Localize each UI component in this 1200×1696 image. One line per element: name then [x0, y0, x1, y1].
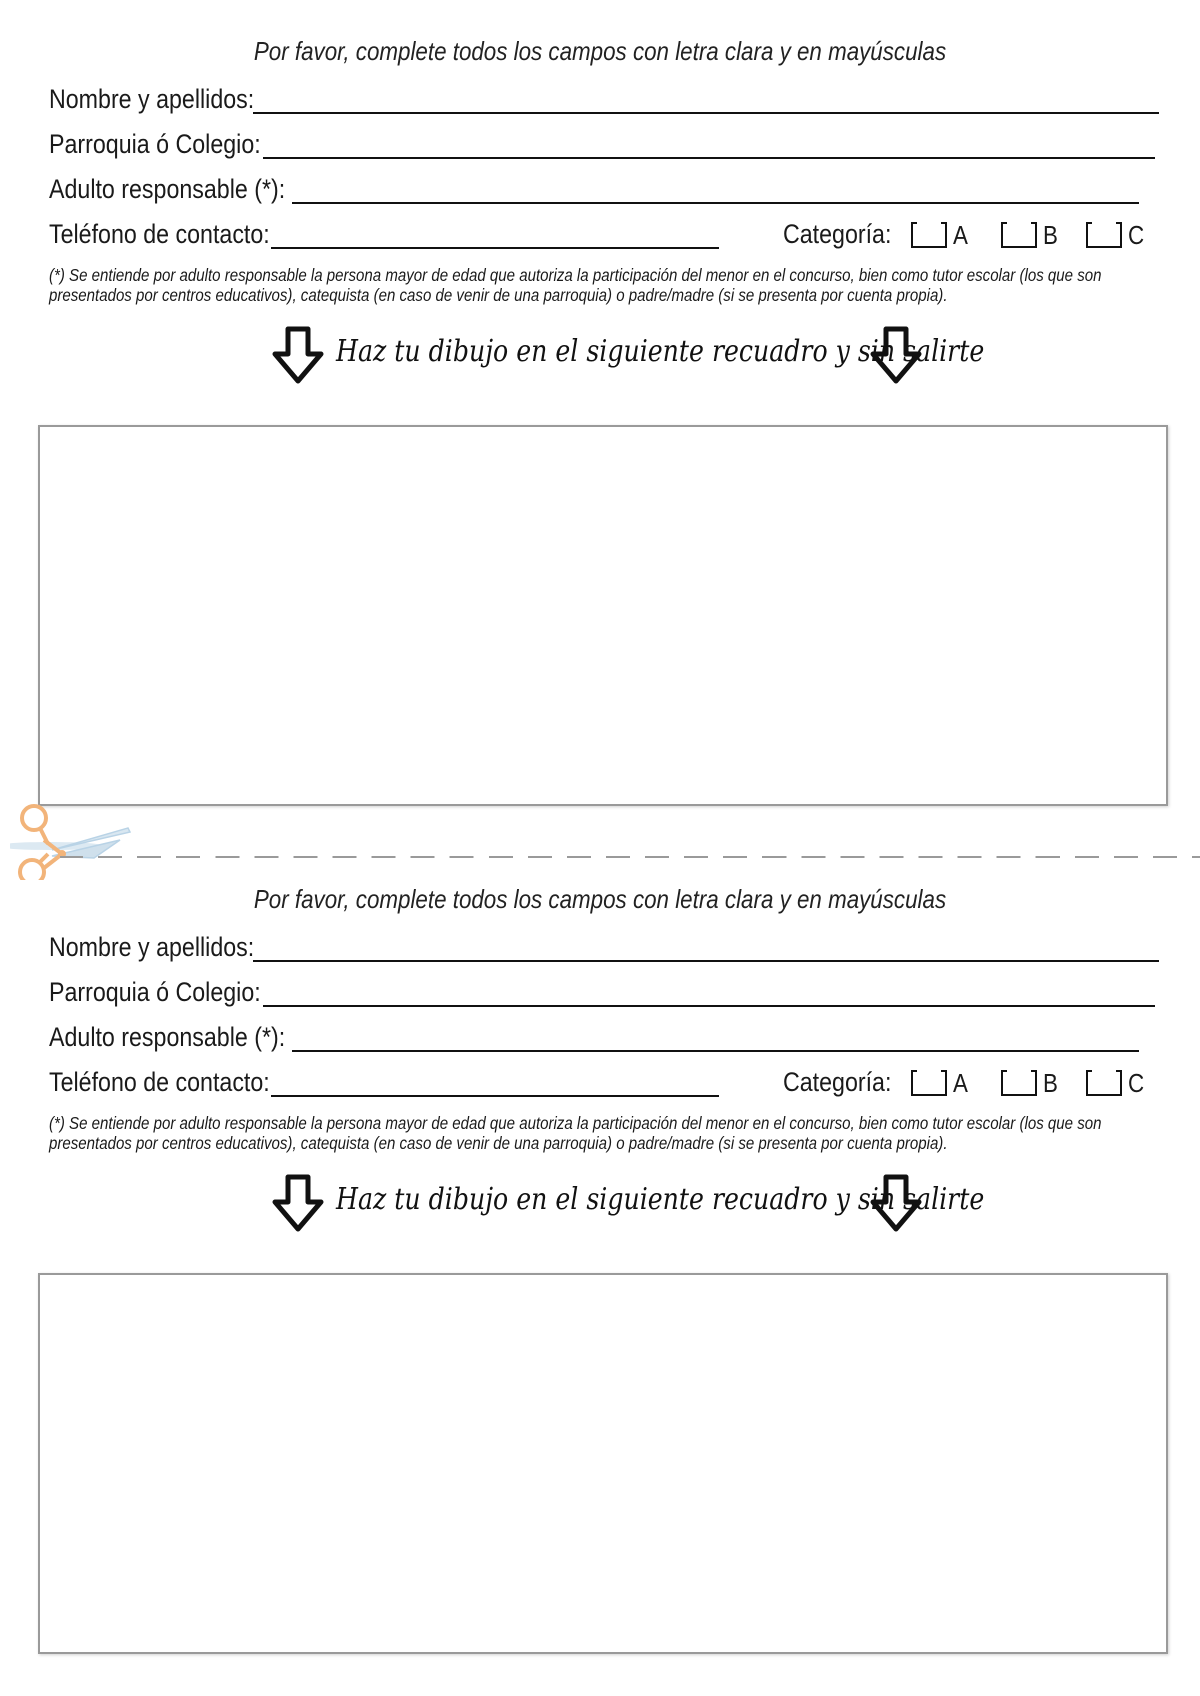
checkbox-bracket[interactable] [1086, 1070, 1122, 1096]
telefono-label: Teléfono de contacto: [49, 1067, 270, 1097]
telefono-write-line[interactable] [271, 247, 719, 249]
categoria-option-c[interactable] [1086, 222, 1147, 251]
adulto-write-line[interactable] [292, 202, 1139, 204]
categoria-option-label: C [1128, 1068, 1145, 1098]
checkbox-bracket[interactable] [1086, 222, 1122, 248]
categoria-label: Categoría: [783, 219, 892, 249]
footnote: (*) Se entiende por adulto responsable la persona mayor de edad que autoriza la participación del menor en el concurso, bien como tutor escolar (los que son presentados por centros educativos), catequista (en caso de venir de una parroquia) o padre/madre (si se presenta por cuenta propia). [49, 1113, 1102, 1153]
form-section-top [0, 0, 1200, 830]
draw-heading [272, 1170, 985, 1232]
arrow-down-icon [870, 326, 922, 384]
categoria-option-b[interactable] [1001, 222, 1060, 251]
parroquia-label: Parroquia ó Colegio: [49, 977, 261, 1007]
categoria-option-label: A [953, 220, 968, 250]
checkbox-bracket[interactable] [1001, 222, 1037, 248]
categoria-option-b[interactable] [1001, 1070, 1060, 1099]
telefono-label: Teléfono de contacto: [49, 219, 270, 249]
adulto-field[interactable] [49, 1018, 1139, 1054]
adulto-label: Adulto responsable (*): [49, 1022, 286, 1052]
arrow-down-icon [870, 1174, 922, 1232]
adulto-label: Adulto responsable (*): [49, 174, 286, 204]
nombre-field[interactable] [49, 928, 1159, 964]
checkbox-bracket[interactable] [911, 1070, 947, 1096]
telefono-field[interactable] [49, 215, 719, 251]
checkbox-bracket[interactable] [911, 222, 947, 248]
parroquia-field[interactable] [49, 125, 1155, 161]
parroquia-write-line[interactable] [263, 157, 1155, 159]
nombre-field[interactable] [49, 80, 1159, 116]
arrow-down-icon [272, 1174, 324, 1232]
categoria-option-a[interactable] [911, 222, 970, 251]
categoria-option-label: B [1043, 220, 1058, 250]
drawing-area[interactable] [38, 425, 1168, 806]
parroquia-field[interactable] [49, 973, 1155, 1009]
nombre-label: Nombre y apellidos: [49, 84, 255, 114]
draw-heading-text: Haz tu dibujo en el siguiente recuadro y sin salirte [336, 334, 985, 369]
footnote: (*) Se entiende por adulto responsable la persona mayor de edad que autoriza la participación del menor en el concurso, bien como tutor escolar (los que son presentados por centros educativos), catequista (en caso de venir de una parroquia) o padre/madre (si se presenta por cuenta propia). [49, 265, 1102, 305]
parroquia-label: Parroquia ó Colegio: [49, 129, 261, 159]
form-instruction: Por favor, complete todos los campos con letra clara y en mayúsculas [253, 36, 947, 66]
telefono-field[interactable] [49, 1063, 719, 1099]
arrow-down-icon [272, 326, 324, 384]
categoria-option-label: C [1128, 220, 1145, 250]
adulto-field[interactable] [49, 170, 1139, 206]
draw-heading-text: Haz tu dibujo en el siguiente recuadro y sin salirte [336, 1182, 985, 1217]
categoria-option-c[interactable] [1086, 1070, 1147, 1099]
draw-heading [272, 322, 985, 384]
nombre-write-line[interactable] [253, 112, 1159, 114]
parroquia-write-line[interactable] [263, 1005, 1155, 1007]
nombre-write-line[interactable] [253, 960, 1159, 962]
drawing-area[interactable] [38, 1273, 1168, 1654]
categoria-option-label: A [953, 1068, 968, 1098]
checkbox-bracket[interactable] [1001, 1070, 1037, 1096]
adulto-write-line[interactable] [292, 1050, 1139, 1052]
telefono-write-line[interactable] [271, 1095, 719, 1097]
categoria-option-label: B [1043, 1068, 1058, 1098]
categoria-option-a[interactable] [911, 1070, 970, 1099]
nombre-label: Nombre y apellidos: [49, 932, 255, 962]
categoria-group [783, 215, 1145, 251]
form-instruction: Por favor, complete todos los campos con letra clara y en mayúsculas [253, 884, 947, 914]
categoria-group [783, 1063, 1145, 1099]
form-section-bottom [0, 848, 1200, 1678]
categoria-label: Categoría: [783, 1067, 892, 1097]
